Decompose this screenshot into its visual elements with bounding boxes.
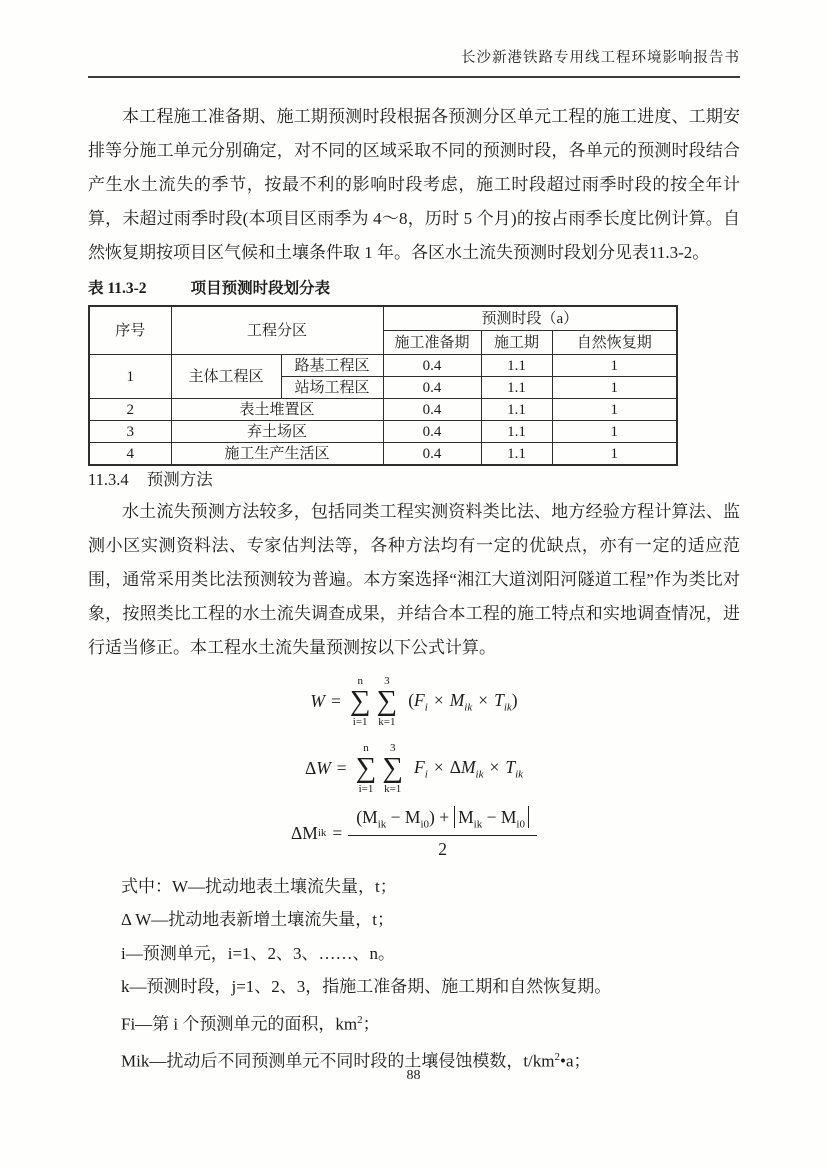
cell-serial: 1 (89, 355, 171, 399)
equals-sign: = (332, 823, 343, 844)
symbol-definitions (88, 870, 740, 1078)
cell-value: 0.4 (383, 421, 481, 443)
sum-lower-limit: k=1 (384, 783, 402, 796)
cell-value: 0.4 (383, 443, 481, 466)
formula-new-soil-loss (88, 742, 740, 795)
header-cell-recovery-period: 自然恢复期 (552, 331, 677, 355)
cell-value: 1 (552, 443, 677, 466)
header-cell-prep-period: 施工准备期 (383, 331, 481, 355)
section-heading (88, 469, 740, 491)
sum-lower-limit: k=1 (378, 716, 396, 729)
formula-lhs: M (302, 823, 318, 844)
table-row (89, 421, 677, 443)
header-cell-serial: 序号 (89, 306, 171, 355)
definition-k: k—预测时段，j=1、2、3，指施工准备期、施工期和自然恢复期。 (121, 977, 612, 997)
cell-value: 1.1 (481, 421, 552, 443)
header-cell-zone: 工程分区 (171, 306, 383, 355)
page-number: 88 (406, 1068, 421, 1083)
sum-upper-limit: 3 (389, 742, 396, 755)
definition-w: 式中：W—扰动地表土壤流失量，t； (121, 876, 397, 896)
formula-delta-m: Δ M ik = $\frac{(M_{ik} - M_{i0}) + M_{ik} - M_{i0}}{2}$ (88, 807, 740, 860)
summation-k (377, 675, 398, 728)
prediction-period-table (88, 305, 678, 466)
sigma-icon: ∑ (376, 685, 398, 718)
cell-value: 0.4 (383, 355, 481, 377)
times-sign: × (478, 689, 489, 710)
formula-body: $(F_i \times M_{ik} \times T_{ik})$ (408, 689, 518, 714)
section-title: 预测方法 (146, 470, 213, 489)
summation-i (356, 742, 377, 795)
summation-i (350, 675, 371, 728)
cell-serial: 4 (89, 443, 171, 466)
cell-value: 1 (552, 377, 677, 399)
formula-total-soil-loss (88, 675, 740, 728)
equals-sign: = (336, 758, 347, 779)
definition-mik: Mik—扰动后不同预测单元不同时段的土壤侵蚀模数，$t/km^2•a$； (121, 1051, 591, 1071)
header-cell-construction-period: 施工期 (481, 331, 552, 355)
sum-lower-limit: i=1 (352, 716, 368, 729)
summation-k (382, 742, 403, 795)
fraction-numerator: $(M_{ik} - M_{i0}) + M_{ik} - M_{i0}$ (348, 807, 537, 836)
cell-value: 1.1 (481, 377, 552, 399)
sigma-icon: ∑ (355, 752, 377, 785)
table-row (89, 355, 677, 377)
times-sign: × (433, 757, 444, 778)
times-sign: × (489, 757, 500, 778)
table-row (89, 399, 677, 421)
sigma-icon: ∑ (349, 685, 371, 718)
table-caption-label: 表 11.3-2 (88, 280, 147, 297)
delta-symbol: Δ (304, 758, 317, 779)
cell-zone: 主体工程区 (171, 355, 281, 399)
cell-value: 1 (552, 399, 677, 421)
fraction (348, 807, 537, 860)
definition-fi: Fi—第 i 个预测单元的面积，$km^2$； (121, 1013, 380, 1034)
paragraph-prediction-periods: 本工程施工准备期、施工期预测时段根据各预测分区单元工程的施工进度、工期安排等分施工单元分别确定，对不同的区域采取不同的预测时段，各单元的预测时段结合产生水土流失的季节，按最不利的影响时段考虑，施工时段超过雨季时段的按全年计算，未超过雨季时段(本项目区雨季为 4～8，历时 5 个月)的按占雨季长度比例计算。自然恢复期按项目区气候和土壤条件取 1 年。各区水土流失预测时段划分见表11.3-2。 (88, 107, 740, 262)
paragraph-prediction-method: 水土流失预测方法较多，包括同类工程实测资料类比法、地方经验方程计算法、监测小区实测资料法、专家估判法等，各种方法均有一定的优缺点，亦有一定的适应范围，通常采用类比法预测较为普遍。本方案选择“湘江大道浏阳河隧道工程”作为类比对象，按照类比工程的水土流失调查成果，并结合本工程的施工特点和实地调查情况，进行适当修正。本工程水土流失量预测按以下公式计算。 (88, 502, 740, 657)
formula-lhs: W (310, 691, 325, 712)
cell-value: 1 (552, 355, 677, 377)
definition-delta-w: Δ W—扰动地表新增土壤流失量，t； (121, 910, 395, 930)
cell-value: 0.4 (383, 399, 481, 421)
cell-value: 1.1 (481, 355, 552, 377)
delta-symbol: Δ (291, 823, 303, 844)
sum-upper-limit: n (363, 742, 369, 755)
cell-subzone: 路基工程区 (281, 355, 383, 377)
definition-i: i—预测单元，i=1、2、3、……、n。 (121, 943, 396, 963)
cell-value: 1.1 (481, 443, 552, 466)
absolute-value: $M_{ik} - M_{i0}$ (454, 806, 529, 828)
fraction-denominator: 2 (438, 838, 447, 859)
times-sign: × (433, 689, 444, 710)
cell-zone: 表土堆置区 (171, 399, 383, 421)
sigma-icon: ∑ (382, 752, 404, 785)
cell-serial: 2 (89, 399, 171, 421)
table-header-row-1 (89, 306, 677, 331)
formula-lhs: W (316, 758, 331, 779)
page-header-title: 长沙新港铁路专用线工程环境影响报告书 (88, 46, 740, 78)
section-number: 11.3.4 (88, 470, 129, 489)
cell-value: 1.1 (481, 399, 552, 421)
cell-value: 0.4 (383, 377, 481, 399)
header-cell-period: 预测时段（a） (383, 306, 677, 331)
sum-upper-limit: n (357, 675, 363, 687)
cell-zone: 弃土场区 (171, 421, 383, 443)
cell-value: 1 (552, 421, 677, 443)
cell-serial: 3 (89, 421, 171, 443)
table-caption (88, 278, 740, 300)
cell-zone: 施工生产生活区 (171, 443, 383, 466)
equals-sign: = (330, 691, 341, 712)
sum-upper-limit: 3 (384, 675, 390, 687)
table-row (89, 443, 677, 466)
cell-subzone: 站场工程区 (281, 377, 383, 399)
delta-symbol: Δ (449, 757, 461, 778)
sum-lower-limit: i=1 (358, 783, 374, 796)
table-caption-title: 项目预测时段划分表 (190, 280, 331, 297)
formula-body: $F_i \times \Delta M_{ik} \times T_{ik}$ (414, 757, 524, 781)
